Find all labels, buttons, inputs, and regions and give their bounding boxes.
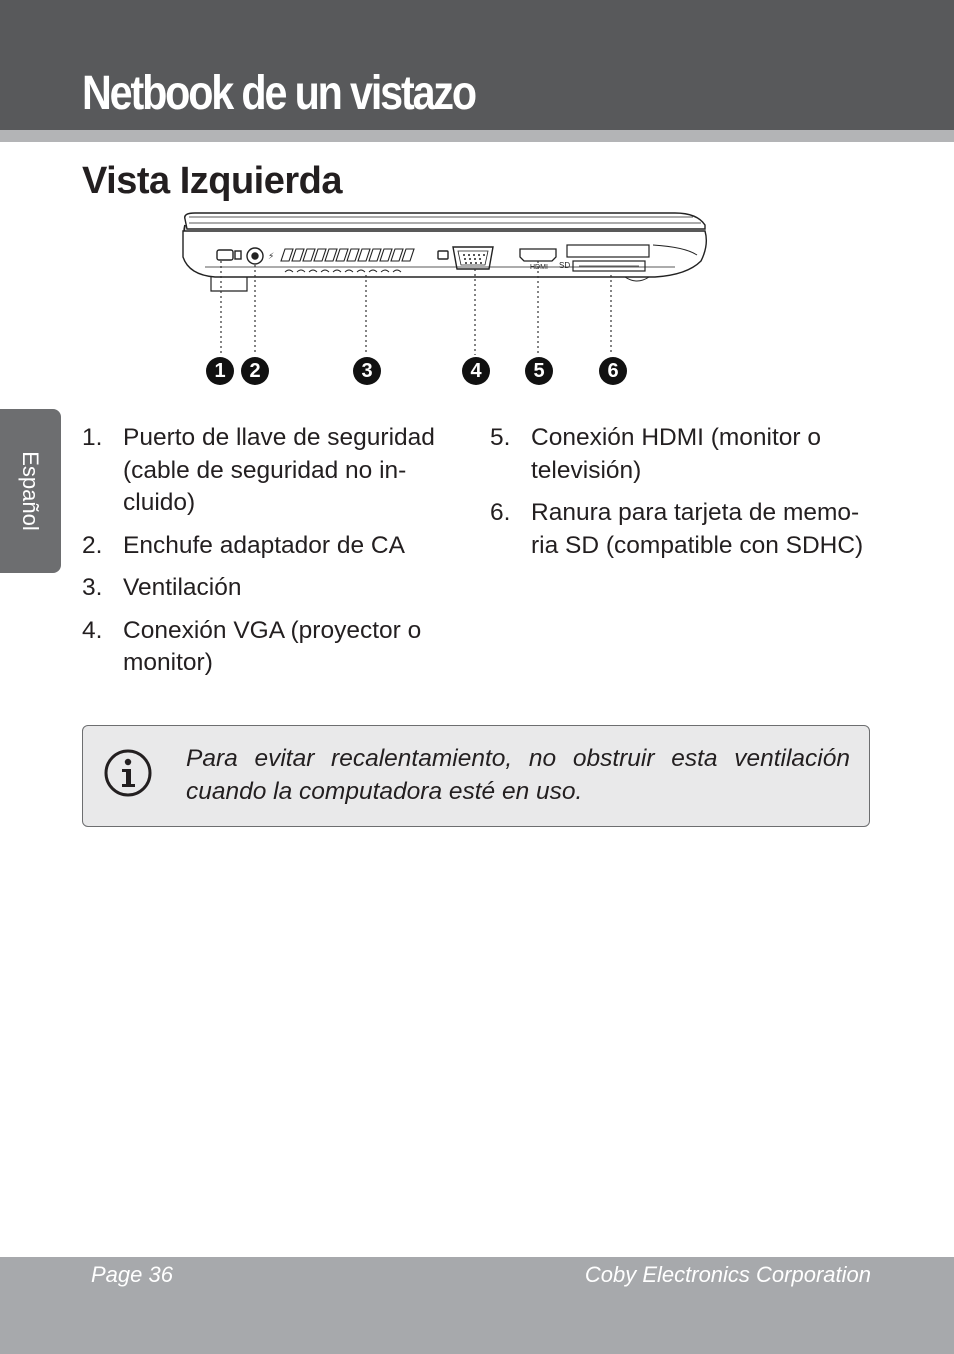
page-title: Netbook de un vistazo [82, 67, 475, 120]
list-item-number: 3. [82, 574, 103, 601]
list-item-number: 2. [82, 531, 103, 559]
note-text: Para evitar recalentamiento, no obstruir esta ventilación cuando la computadora esté en uso. [186, 745, 850, 805]
list-item [490, 497, 880, 562]
list-item [82, 615, 462, 680]
port-list-right [490, 422, 880, 572]
language-tab-label: Español [18, 451, 43, 531]
hdmi-port-label: HDMI [530, 264, 548, 271]
callout-2: 2 [241, 357, 269, 385]
svg-text:SD: SD [559, 261, 571, 270]
info-note [82, 725, 870, 827]
list-item [490, 422, 880, 487]
list-item-text: Conexión HDMI (monitor o televisión) [531, 424, 822, 484]
list-item [82, 422, 462, 520]
list-item-text: Puerto de llave de seguridad (cable de seguridad no in-cluido) [123, 424, 435, 516]
list-item-text: Conexión VGA (proyector o monitor) [123, 616, 422, 676]
header-rule [0, 130, 954, 142]
section-title: Vista Izquierda [82, 160, 343, 202]
port-list-left [82, 422, 462, 690]
list-item [82, 530, 462, 563]
callout-6: 6 [599, 357, 627, 385]
list-item-number: 5. [490, 424, 511, 451]
callout-5: 5 [525, 357, 553, 385]
list-item-number: 1. [82, 424, 103, 451]
info-icon [103, 748, 153, 798]
list-item [82, 572, 462, 605]
list-item-text: Ventilación [123, 574, 242, 601]
list-item-number: 4. [82, 616, 103, 644]
company-name: Coby Electronics Corporation [584, 1262, 871, 1287]
callout-4: 4 [462, 357, 490, 385]
callout-1: 1 [206, 357, 234, 385]
language-tab [0, 409, 61, 573]
list-item-number: 6. [490, 499, 511, 526]
list-item-text: Ranura para tarjeta de memo-ria SD (compatible con SDHC) [531, 499, 864, 559]
page-number: Page 36 [91, 1262, 173, 1287]
svg-text:⚡: ⚡ [268, 251, 275, 261]
callout-3: 3 [353, 357, 381, 385]
list-item-text: Enchufe adaptador de CA [123, 531, 405, 559]
